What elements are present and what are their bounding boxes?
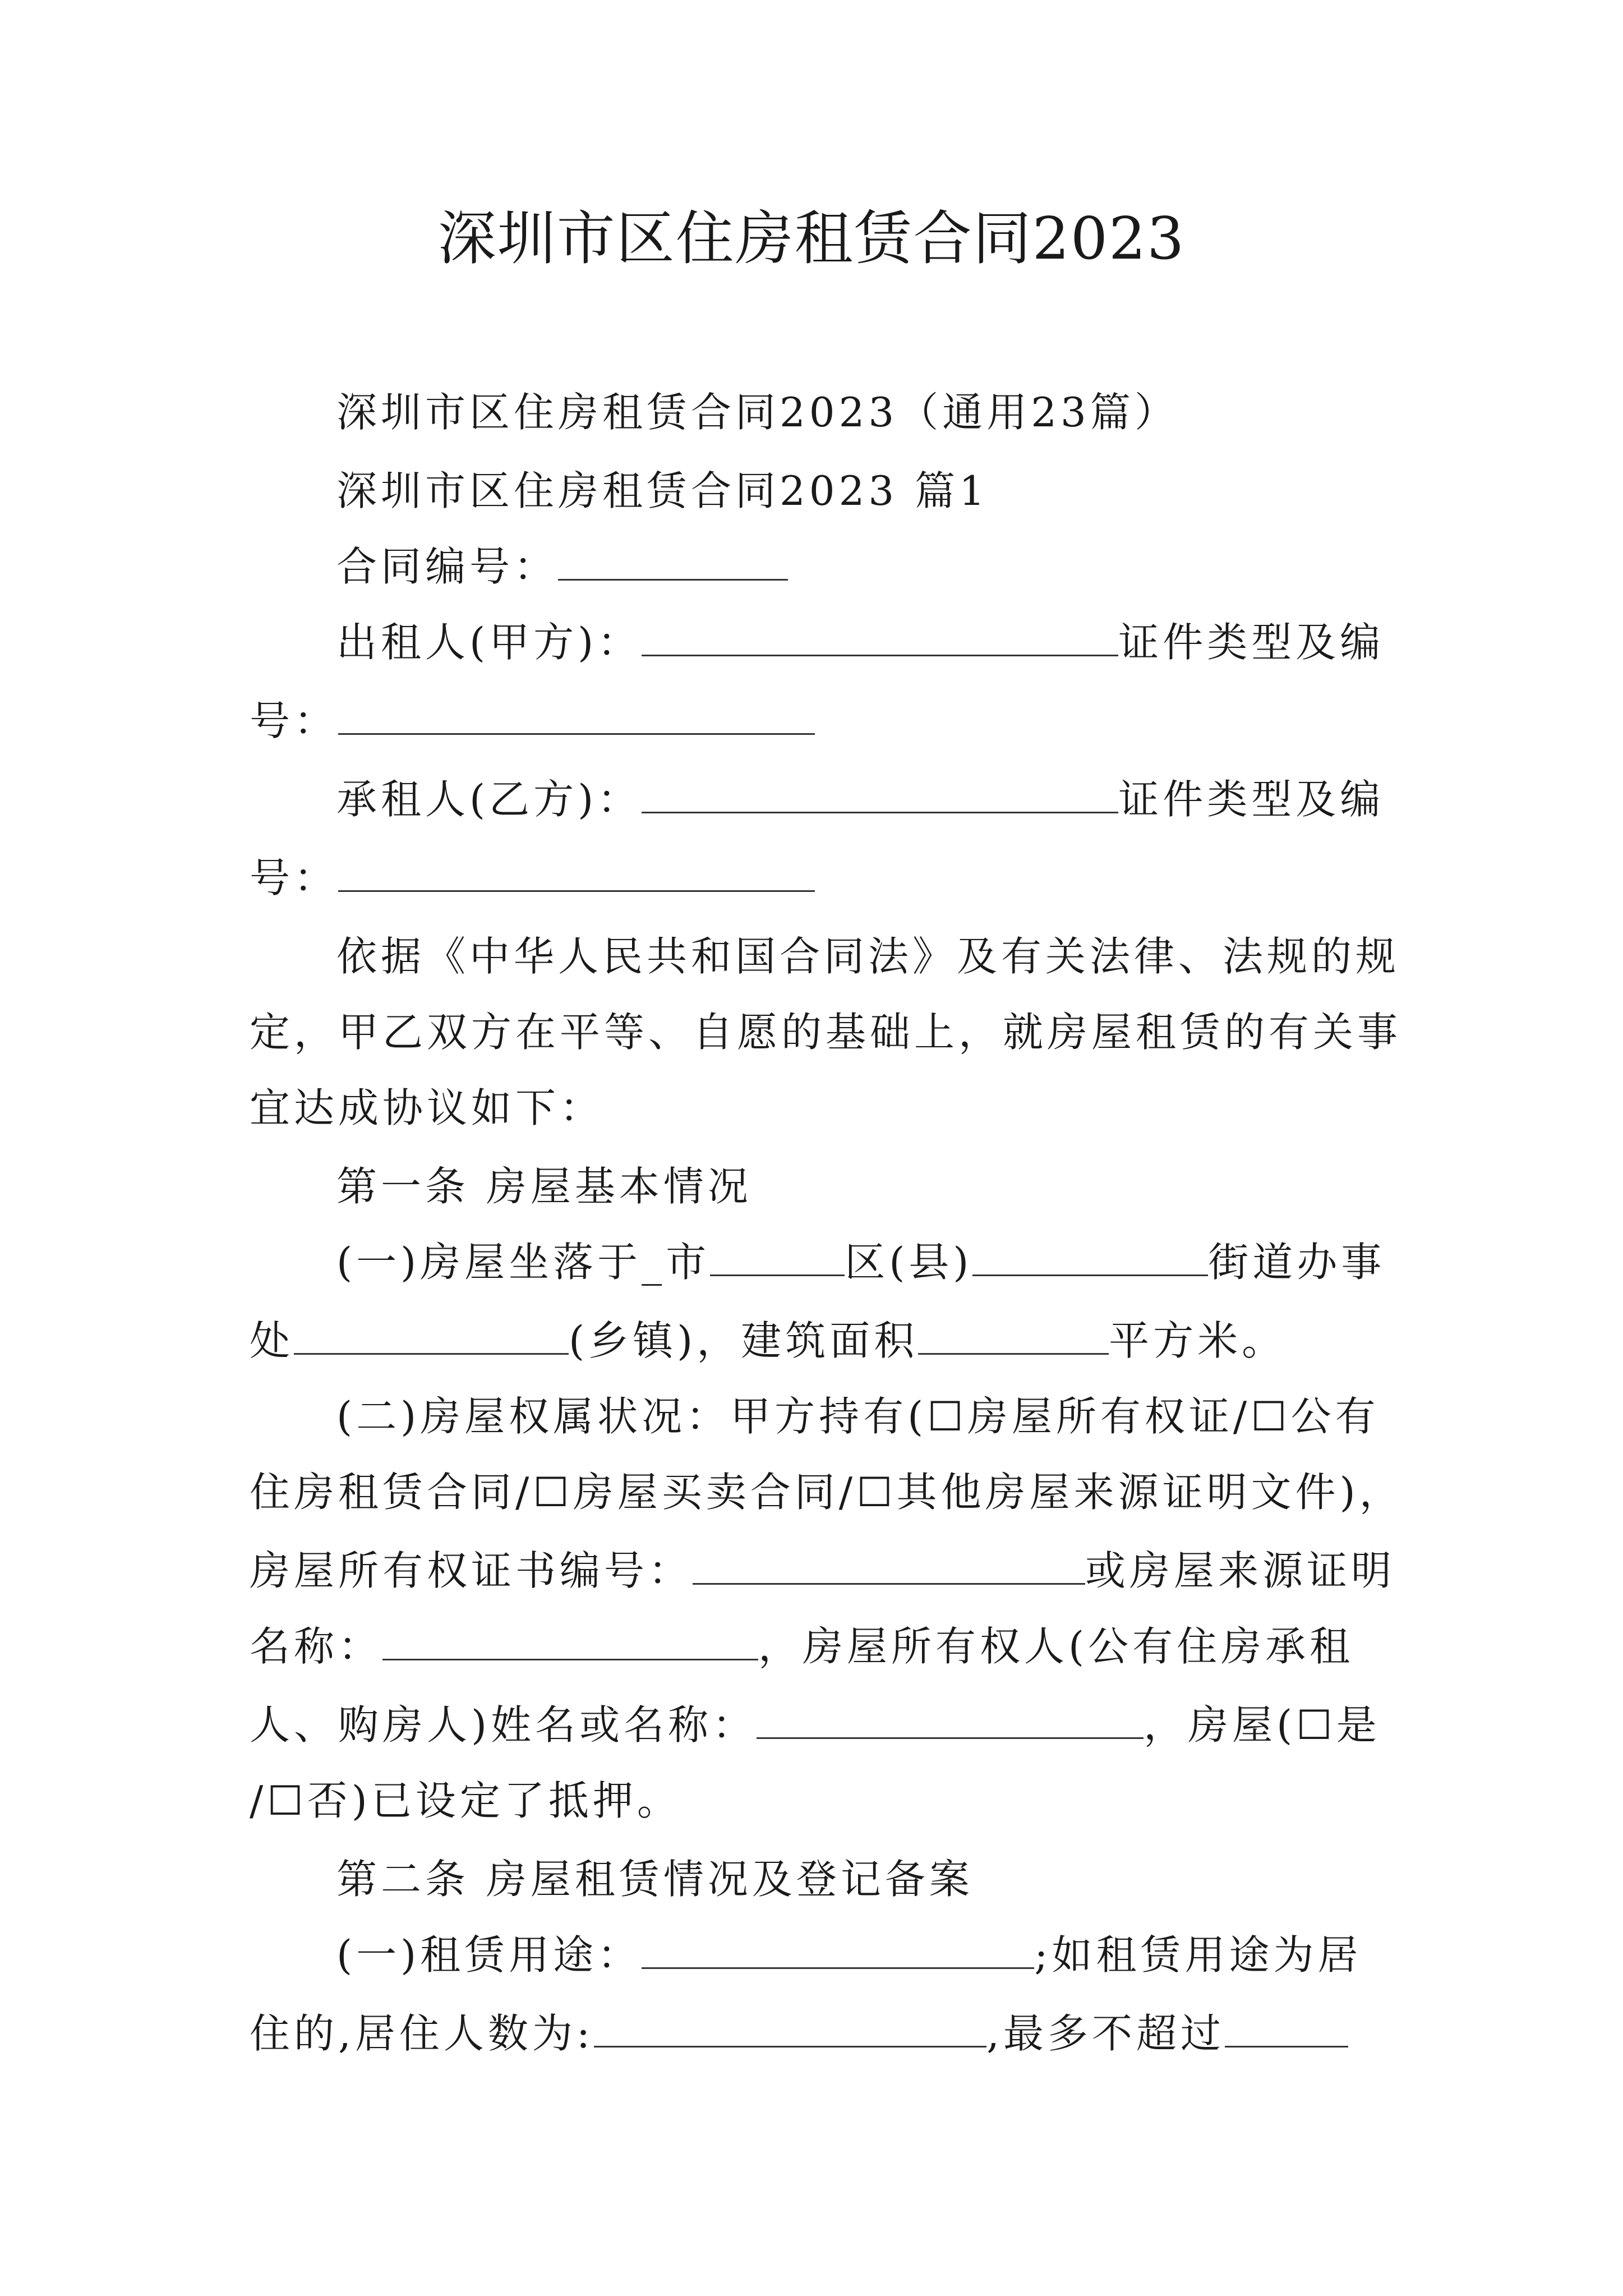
text: (二)房屋权属状况：甲方持有(☐房屋所有权证/☐公有: [336, 1393, 1380, 1440]
text: 合同编号：: [336, 543, 559, 590]
owner-name-line: [250, 1700, 1381, 1750]
lessor-id-blank[interactable]: [338, 698, 815, 735]
text: 房屋所有权证书编号：: [250, 1547, 693, 1594]
text: 深圳市区住房租赁合同2023 篇1: [336, 467, 989, 514]
text: 证件类型及编: [1118, 619, 1385, 666]
text: 街道办事: [1208, 1239, 1386, 1286]
text: 平方米。: [1109, 1317, 1287, 1364]
text: 证件类型及编: [1118, 776, 1385, 823]
text: 定，甲乙双方在平等、自愿的基础上，就房屋租赁的有关事: [250, 1009, 1402, 1056]
text: 住房租赁合同/☐房屋买卖合同/☐其他房屋来源证明文件)，: [250, 1469, 1404, 1516]
lease-purpose-line: [336, 1930, 1362, 1980]
text: (乡镇)，建筑面积: [569, 1317, 919, 1364]
lessee-name-blank[interactable]: [642, 777, 1118, 813]
occupant-count-blank[interactable]: [594, 2011, 986, 2047]
lessor-id-line: [250, 696, 815, 746]
text: 或房屋来源证明: [1085, 1547, 1396, 1594]
lease-purpose-blank[interactable]: [642, 1932, 1034, 1969]
certificate-number-blank[interactable]: [693, 1548, 1085, 1585]
text: 深圳市区住房租赁合同2023（通用23篇）: [336, 389, 1179, 436]
text: 第二条 房屋租赁情况及登记备案: [336, 1856, 974, 1903]
max-occupants-blank[interactable]: [1225, 2011, 1348, 2047]
text: /☐否)已设定了抵押。: [250, 1777, 681, 1824]
certificate-name-line: [250, 1621, 1354, 1672]
township-blank[interactable]: [294, 1318, 569, 1355]
contract-number-line: [336, 541, 788, 592]
lessee-line: [336, 774, 1384, 825]
paragraph-line: [250, 1083, 604, 1133]
article-heading-line: [336, 1161, 752, 1212]
owner-name-blank[interactable]: [757, 1703, 1144, 1739]
text: 名称：: [250, 1623, 383, 1670]
occupants-line: [250, 2008, 1348, 2059]
paragraph-line: [336, 931, 1400, 982]
text: 区(县): [845, 1239, 973, 1286]
collection-title-line: [336, 387, 1179, 438]
paragraph-line: [250, 1007, 1401, 1057]
property-location-line: [336, 1237, 1385, 1287]
text: 第一条 房屋基本情况: [336, 1163, 752, 1210]
lessor-line: [336, 617, 1384, 668]
text: 依据《中华人民共和国合同法》及有关法律、法规的规: [336, 933, 1400, 980]
certificate-number-line: [250, 1545, 1395, 1596]
article-heading-line: [336, 1854, 974, 1904]
text: 人、购房人)姓名或名称：: [250, 1701, 757, 1749]
text: 号：: [250, 854, 339, 901]
lessor-name-blank[interactable]: [642, 620, 1118, 656]
document-title: 深圳市区住房租赁合同2023: [437, 204, 1186, 273]
text: (一)租赁用途：: [336, 1931, 642, 1978]
paragraph-line: [336, 1391, 1380, 1442]
property-area-line: [250, 1315, 1286, 1366]
contract-number-blank[interactable]: [558, 544, 788, 581]
text: ，房屋所有权人(公有住房承租: [758, 1623, 1354, 1670]
text: 出租人(甲方)：: [336, 619, 642, 666]
text: ，房屋(☐是: [1144, 1701, 1381, 1749]
text: 承租人(乙方)：: [336, 776, 642, 823]
text: 住的,居住人数为:: [250, 2010, 594, 2057]
paragraph-line: [250, 1467, 1404, 1517]
certificate-name-blank[interactable]: [382, 1624, 758, 1660]
section-heading-line: [336, 466, 989, 516]
district-blank[interactable]: [710, 1240, 845, 1276]
text: 号：: [250, 697, 339, 744]
lessee-id-line: [250, 853, 815, 903]
text: (一)房屋坐落于_市: [336, 1239, 711, 1286]
mortgage-line: [250, 1775, 681, 1826]
street-office-blank[interactable]: [972, 1240, 1208, 1276]
lessee-id-blank[interactable]: [338, 855, 815, 892]
text: 宜达成协议如下：: [250, 1084, 605, 1131]
text: ;如租赁用途为居: [1034, 1931, 1362, 1978]
floor-area-blank[interactable]: [918, 1318, 1109, 1355]
text: 处: [250, 1317, 294, 1364]
text: ,最多不超过: [986, 2010, 1225, 2057]
